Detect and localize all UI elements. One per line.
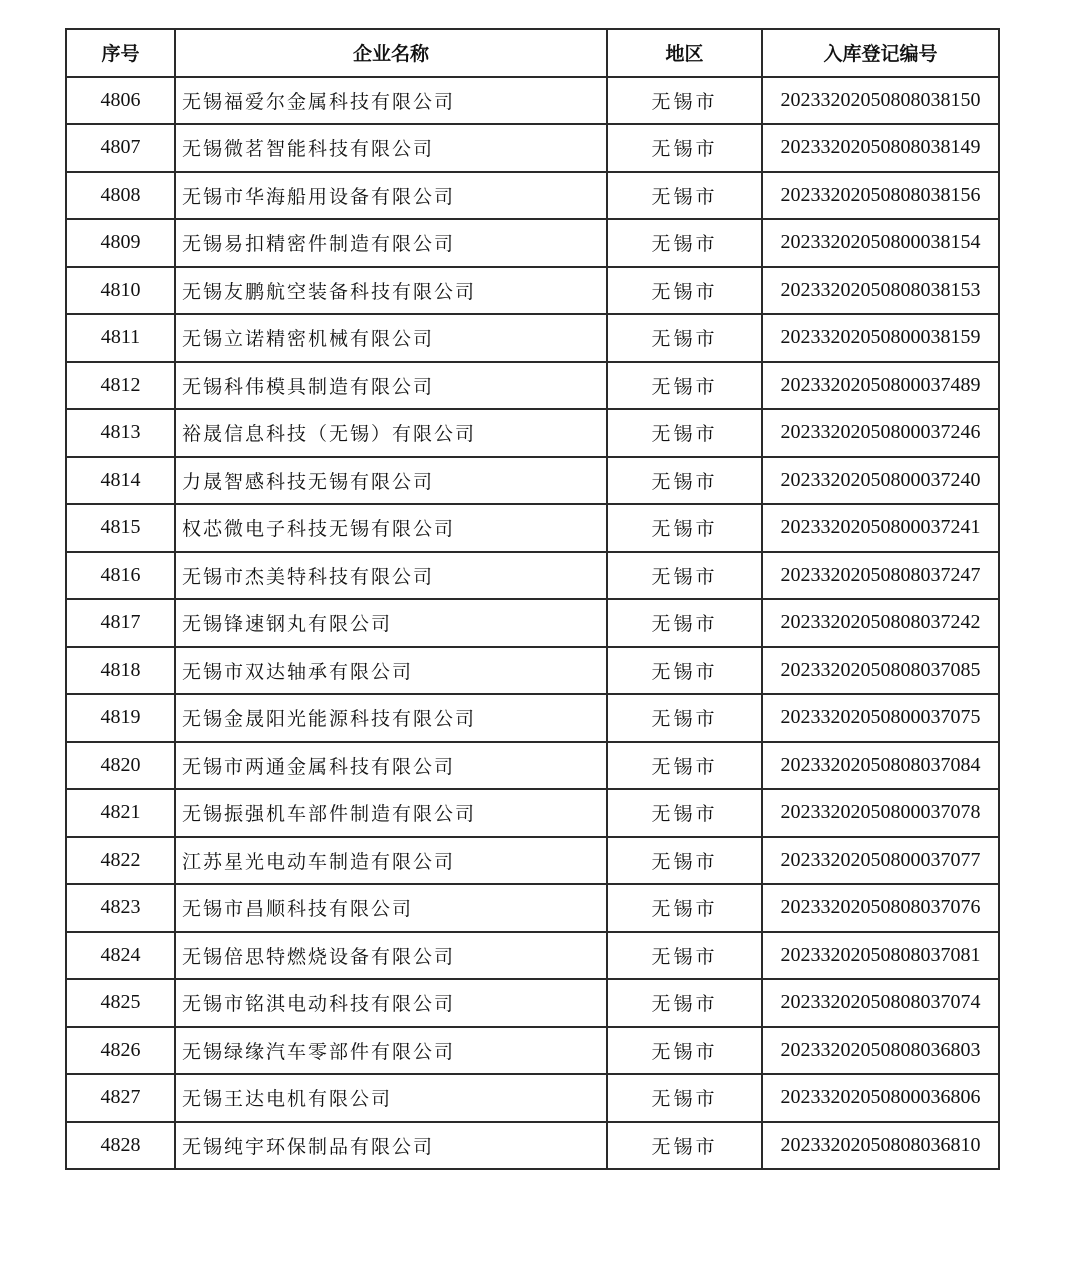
region-cell: 无锡市 <box>607 267 762 315</box>
registration-number-cell: 20233202050808037081 <box>762 932 999 980</box>
region-cell: 无锡市 <box>607 1074 762 1122</box>
company-name-cell: 无锡倍思特燃烧设备有限公司 <box>175 932 607 980</box>
table-row <box>66 789 999 837</box>
company-name-cell: 无锡市杰美特科技有限公司 <box>175 552 607 600</box>
registration-number-cell: 20233202050800037246 <box>762 409 999 457</box>
region-cell: 无锡市 <box>607 457 762 505</box>
registration-number-cell: 20233202050800037077 <box>762 837 999 885</box>
table-row <box>66 884 999 932</box>
company-name-cell: 无锡友鹏航空装备科技有限公司 <box>175 267 607 315</box>
header-registration-number: 入库登记编号 <box>762 29 999 77</box>
registration-number-cell: 20233202050808037247 <box>762 552 999 600</box>
registration-number-cell: 20233202050808037076 <box>762 884 999 932</box>
region-cell: 无锡市 <box>607 694 762 742</box>
region-cell: 无锡市 <box>607 77 762 125</box>
table-row <box>66 267 999 315</box>
row-index-cell: 4815 <box>66 504 175 552</box>
table-row <box>66 647 999 695</box>
registration-number-cell: 20233202050808038156 <box>762 172 999 220</box>
region-cell: 无锡市 <box>607 742 762 790</box>
company-name-cell: 江苏星光电动车制造有限公司 <box>175 837 607 885</box>
table-row <box>66 1027 999 1075</box>
region-cell: 无锡市 <box>607 837 762 885</box>
registration-number-cell: 20233202050808037242 <box>762 599 999 647</box>
region-cell: 无锡市 <box>607 599 762 647</box>
row-index-cell: 4811 <box>66 314 175 362</box>
row-index-cell: 4807 <box>66 124 175 172</box>
row-index-cell: 4810 <box>66 267 175 315</box>
region-cell: 无锡市 <box>607 409 762 457</box>
registration-number-cell: 20233202050800037241 <box>762 504 999 552</box>
row-index-cell: 4828 <box>66 1122 175 1170</box>
registration-number-cell: 20233202050808036803 <box>762 1027 999 1075</box>
header-region: 地区 <box>607 29 762 77</box>
registration-number-cell: 20233202050808036810 <box>762 1122 999 1170</box>
region-cell: 无锡市 <box>607 979 762 1027</box>
company-name-cell: 无锡绿缘汽车零部件有限公司 <box>175 1027 607 1075</box>
header-index: 序号 <box>66 29 175 77</box>
registration-number-cell: 20233202050808037084 <box>762 742 999 790</box>
table-row <box>66 124 999 172</box>
table-header <box>66 29 999 77</box>
registration-number-cell: 20233202050800038154 <box>762 219 999 267</box>
region-cell: 无锡市 <box>607 314 762 362</box>
row-index-cell: 4813 <box>66 409 175 457</box>
row-index-cell: 4814 <box>66 457 175 505</box>
enterprise-registry-table <box>65 28 1000 1170</box>
company-name-cell: 无锡市两通金属科技有限公司 <box>175 742 607 790</box>
registration-number-cell: 20233202050808037074 <box>762 979 999 1027</box>
region-cell: 无锡市 <box>607 504 762 552</box>
company-name-cell: 无锡纯宇环保制品有限公司 <box>175 1122 607 1170</box>
table-row <box>66 742 999 790</box>
company-name-cell: 力晟智感科技无锡有限公司 <box>175 457 607 505</box>
region-cell: 无锡市 <box>607 647 762 695</box>
region-cell: 无锡市 <box>607 932 762 980</box>
region-cell: 无锡市 <box>607 1122 762 1170</box>
registration-number-cell: 20233202050800036806 <box>762 1074 999 1122</box>
row-index-cell: 4821 <box>66 789 175 837</box>
company-name-cell: 无锡易扣精密件制造有限公司 <box>175 219 607 267</box>
registration-number-cell: 20233202050800037489 <box>762 362 999 410</box>
table-row <box>66 1074 999 1122</box>
company-name-cell: 无锡金晟阳光能源科技有限公司 <box>175 694 607 742</box>
table-body <box>66 77 999 1170</box>
table-row <box>66 837 999 885</box>
company-name-cell: 无锡振强机车部件制造有限公司 <box>175 789 607 837</box>
row-index-cell: 4826 <box>66 1027 175 1075</box>
row-index-cell: 4806 <box>66 77 175 125</box>
row-index-cell: 4812 <box>66 362 175 410</box>
row-index-cell: 4819 <box>66 694 175 742</box>
row-index-cell: 4820 <box>66 742 175 790</box>
company-name-cell: 无锡市华海船用设备有限公司 <box>175 172 607 220</box>
registration-number-cell: 20233202050808038153 <box>762 267 999 315</box>
registration-number-cell: 20233202050808037085 <box>762 647 999 695</box>
header-company-name: 企业名称 <box>175 29 607 77</box>
company-name-cell: 无锡立诺精密机械有限公司 <box>175 314 607 362</box>
table-row <box>66 1122 999 1170</box>
table-row <box>66 504 999 552</box>
row-index-cell: 4822 <box>66 837 175 885</box>
company-name-cell: 权芯微电子科技无锡有限公司 <box>175 504 607 552</box>
table-row <box>66 77 999 125</box>
row-index-cell: 4824 <box>66 932 175 980</box>
row-index-cell: 4825 <box>66 979 175 1027</box>
table-row <box>66 979 999 1027</box>
company-name-cell: 无锡市铭淇电动科技有限公司 <box>175 979 607 1027</box>
region-cell: 无锡市 <box>607 552 762 600</box>
header-row <box>66 29 999 77</box>
company-name-cell: 无锡市昌顺科技有限公司 <box>175 884 607 932</box>
table-row <box>66 314 999 362</box>
company-name-cell: 无锡科伟模具制造有限公司 <box>175 362 607 410</box>
registration-number-cell: 20233202050800037075 <box>762 694 999 742</box>
company-name-cell: 无锡锋速钢丸有限公司 <box>175 599 607 647</box>
company-name-cell: 裕晟信息科技（无锡）有限公司 <box>175 409 607 457</box>
row-index-cell: 4818 <box>66 647 175 695</box>
registration-number-cell: 20233202050800037240 <box>762 457 999 505</box>
company-name-cell: 无锡王达电机有限公司 <box>175 1074 607 1122</box>
registration-number-cell: 20233202050800037078 <box>762 789 999 837</box>
region-cell: 无锡市 <box>607 124 762 172</box>
table-row <box>66 409 999 457</box>
region-cell: 无锡市 <box>607 362 762 410</box>
company-name-cell: 无锡市双达轴承有限公司 <box>175 647 607 695</box>
table-row <box>66 362 999 410</box>
region-cell: 无锡市 <box>607 172 762 220</box>
region-cell: 无锡市 <box>607 789 762 837</box>
table-row <box>66 457 999 505</box>
row-index-cell: 4823 <box>66 884 175 932</box>
table-row <box>66 172 999 220</box>
row-index-cell: 4809 <box>66 219 175 267</box>
table-row <box>66 219 999 267</box>
registration-number-cell: 20233202050808038150 <box>762 77 999 125</box>
region-cell: 无锡市 <box>607 884 762 932</box>
region-cell: 无锡市 <box>607 219 762 267</box>
registration-number-cell: 20233202050800038159 <box>762 314 999 362</box>
region-cell: 无锡市 <box>607 1027 762 1075</box>
table-row <box>66 694 999 742</box>
company-name-cell: 无锡福爱尔金属科技有限公司 <box>175 77 607 125</box>
table-row <box>66 552 999 600</box>
row-index-cell: 4817 <box>66 599 175 647</box>
company-name-cell: 无锡微茗智能科技有限公司 <box>175 124 607 172</box>
row-index-cell: 4816 <box>66 552 175 600</box>
table-row <box>66 932 999 980</box>
registration-number-cell: 20233202050808038149 <box>762 124 999 172</box>
table-row <box>66 599 999 647</box>
row-index-cell: 4827 <box>66 1074 175 1122</box>
row-index-cell: 4808 <box>66 172 175 220</box>
